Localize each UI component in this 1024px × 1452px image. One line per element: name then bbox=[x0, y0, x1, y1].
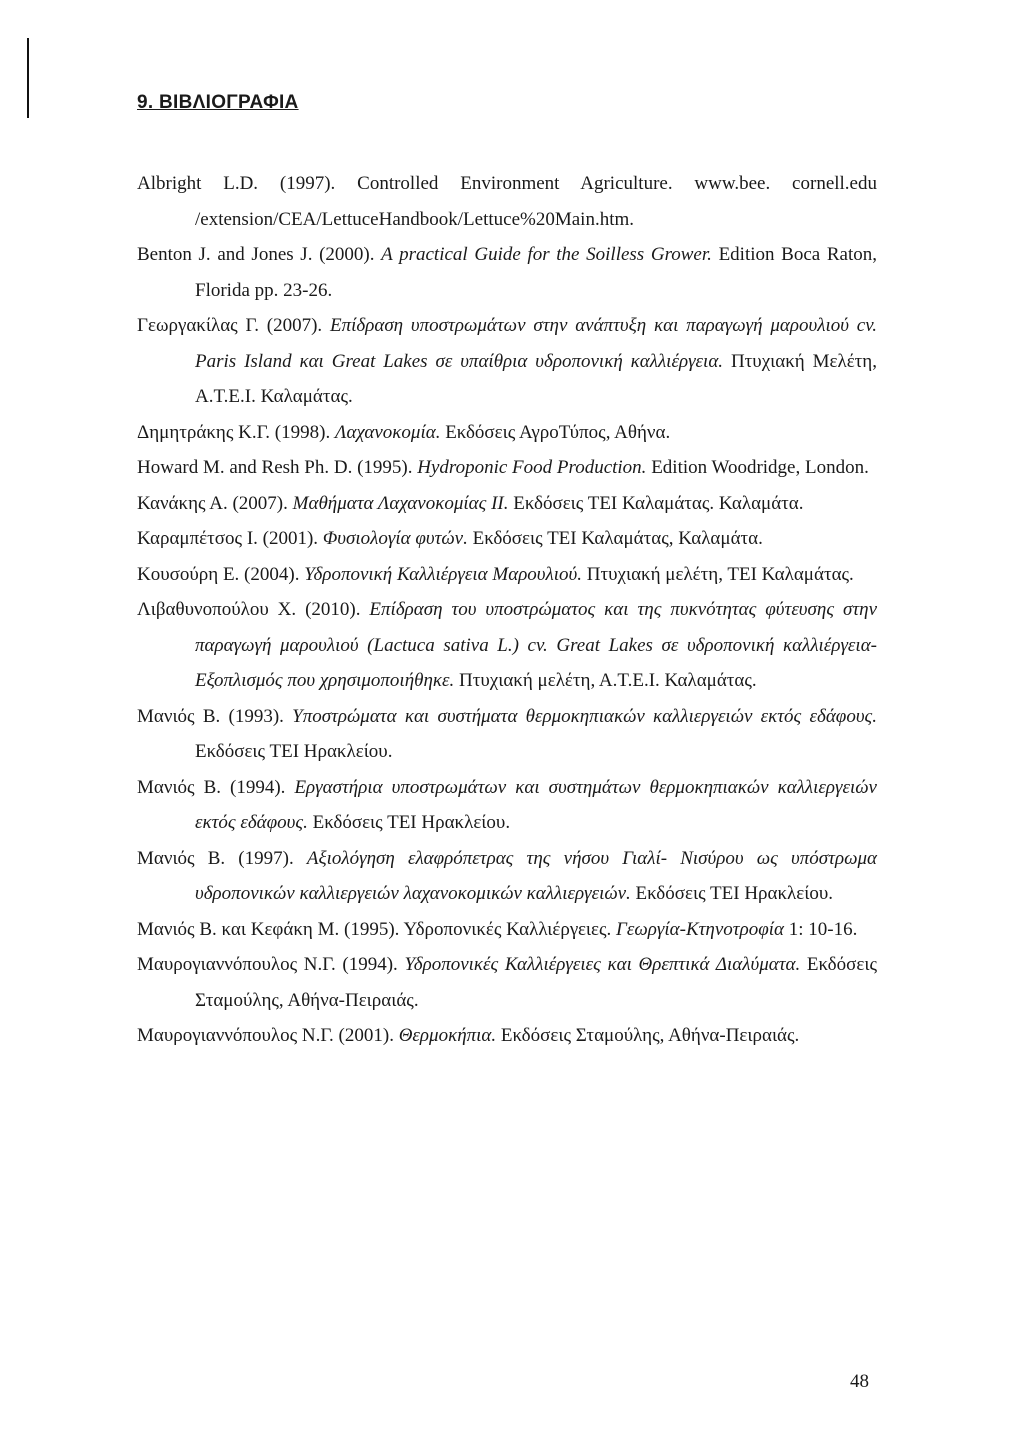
reference-publisher: Εκδόσεις Σταμούλης, Αθήνα-Πειραιάς. bbox=[195, 954, 877, 1011]
reference-text: Κουσούρη Ε. (2004). bbox=[137, 563, 305, 585]
reference-title: Θερμοκήπια. bbox=[398, 1025, 497, 1046]
reference-text: Κανάκης Α. (2007). bbox=[137, 492, 293, 514]
reference-text: Μαυρογιαννόπουλος Ν.Γ. (2001). bbox=[137, 1025, 399, 1046]
reference-text: Albright L.D. (1997). Controlled Environment Agriculture. www.bee. cornell.edu /extension/CEA/LettuceHandbook/Lettuce%20Main.htm. bbox=[137, 173, 877, 230]
reference-text: Μανιός Β. (1993). bbox=[137, 705, 293, 727]
reference-publisher: Εκδόσεις ΤΕΙ Ηρακλείου. bbox=[630, 883, 834, 904]
reference-item bbox=[137, 308, 877, 415]
reference-title: Μαθήματα Λαχανοκομίας ΙΙ. bbox=[292, 492, 509, 514]
scan-edge-line bbox=[27, 38, 29, 118]
reference-title: A practical Guide for the Soilless Grower. bbox=[381, 244, 712, 265]
reference-text: Μανιός Β. (1994). bbox=[137, 776, 295, 798]
reference-publisher: Edition Boca Raton, Florida pp. 23-26. bbox=[195, 244, 877, 301]
reference-text: Μανιός Β. (1997). bbox=[137, 847, 307, 869]
reference-item bbox=[137, 699, 877, 770]
reference-item bbox=[137, 770, 877, 841]
reference-title: Επίδραση υποστρωμάτων στην ανάπτυξη και παραγωγή μαρουλιού cv. Paris Island και Great Lakes σε υπαίθρια υδροπονική καλλιέργεια. bbox=[195, 315, 877, 372]
reference-item bbox=[137, 486, 877, 522]
reference-publisher: Εκδόσεις ΤΕΙ Καλαμάτας, Καλαμάτα. bbox=[467, 528, 763, 549]
reference-title: Γεωργία-Κτηνοτροφία bbox=[616, 918, 784, 940]
reference-title: Εργαστήρια υποστρωμάτων και συστημάτων θερμοκηπιακών καλλιεργειών εκτός εδάφους. bbox=[195, 776, 877, 833]
reference-item bbox=[137, 237, 877, 308]
reference-text: Howard M. and Resh Ph. D. (1995). bbox=[137, 457, 418, 478]
reference-text: Καραμπέτσος Ι. (2001). bbox=[137, 528, 323, 549]
reference-text: Μανιός Β. και Κεφάκη Μ. (1995). Υδροπονικές Καλλιέργειες. bbox=[137, 918, 617, 940]
reference-text: Benton J. and Jones J. (2000). bbox=[137, 244, 382, 265]
reference-publisher: Πτυχιακή μελέτη, Α.Τ.Ε.Ι. Καλαμάτας. bbox=[454, 670, 757, 691]
reference-text: Δημητράκης Κ.Γ. (1998). bbox=[137, 421, 335, 443]
reference-text: Γεωργακίλας Γ. (2007). bbox=[137, 315, 330, 336]
reference-title: Υδροπονική Καλλιέργεια Μαρουλιού. bbox=[304, 563, 583, 585]
reference-title: Λαχανοκομία. bbox=[334, 421, 441, 443]
reference-publisher: Εκδόσεις ΤΕΙ Καλαμάτας. Καλαμάτα. bbox=[508, 492, 804, 514]
reference-text: Μαυρογιαννόπουλος Ν.Γ. (1994). bbox=[137, 954, 405, 975]
reference-title: Hydroponic Food Production. bbox=[417, 457, 647, 478]
reference-item bbox=[137, 521, 877, 557]
reference-list bbox=[137, 166, 877, 1054]
reference-title: Φυσιολογία φυτών. bbox=[322, 528, 468, 549]
reference-publisher: Εκδόσεις ΤΕΙ Ηρακλείου. bbox=[195, 741, 393, 762]
page-number: 48 bbox=[850, 1371, 869, 1392]
reference-publisher: Εκδόσεις ΤΕΙ Ηρακλείου. bbox=[307, 812, 511, 833]
reference-publisher: Πτυχιακή Μελέτη, Α.Τ.Ε.Ι. Καλαμάτας. bbox=[195, 350, 877, 407]
reference-item bbox=[137, 557, 877, 593]
reference-publisher: Εκδόσεις Σταμούλης, Αθήνα-Πειραιάς. bbox=[496, 1025, 800, 1046]
reference-item bbox=[137, 592, 877, 699]
reference-item bbox=[137, 841, 877, 912]
page-title: 9. ΒΙΒΛΙΟΓΡΑΦΙΑ bbox=[137, 92, 299, 113]
reference-title: Υποστρώματα και συστήματα θερμοκηπιακών καλλιεργειών εκτός εδάφους. bbox=[292, 705, 877, 727]
reference-publisher: Εκδόσεις ΑγροΤύπος, Αθήνα. bbox=[440, 421, 671, 443]
reference-item bbox=[137, 450, 877, 486]
reference-item bbox=[137, 1018, 877, 1054]
reference-publisher: Πτυχιακή μελέτη, ΤΕΙ Καλαμάτας. bbox=[582, 563, 854, 585]
reference-item bbox=[137, 912, 877, 948]
reference-item bbox=[137, 947, 877, 1018]
reference-title: Επίδραση του υποστρώματος και της πυκνότητας φύτευσης στην παραγωγή μαρουλιού (Lactuca sativa L.) cv. Great Lakes σε υδροπονική καλλιέργεια-Εξοπλισμός που χρησιμοποιήθηκε. bbox=[195, 599, 877, 691]
reference-item bbox=[137, 415, 877, 451]
reference-text: Λιβαθυνοπούλου Χ. (2010). bbox=[137, 599, 370, 620]
reference-item bbox=[137, 166, 877, 237]
reference-title: Αξιολόγηση ελαφρόπετρας της νήσου Γιαλί- Νισύρου ως υπόστρωμα υδροπονικών καλλιεργειών λαχανοκομικών καλλιεργειών. bbox=[195, 847, 877, 904]
reference-publisher: Edition Woodridge, London. bbox=[646, 457, 869, 478]
reference-title: Υδροπονικές Καλλιέργειες και Θρεπτικά Διαλύματα. bbox=[404, 954, 801, 975]
reference-publisher: 1: 10-16. bbox=[783, 918, 858, 940]
